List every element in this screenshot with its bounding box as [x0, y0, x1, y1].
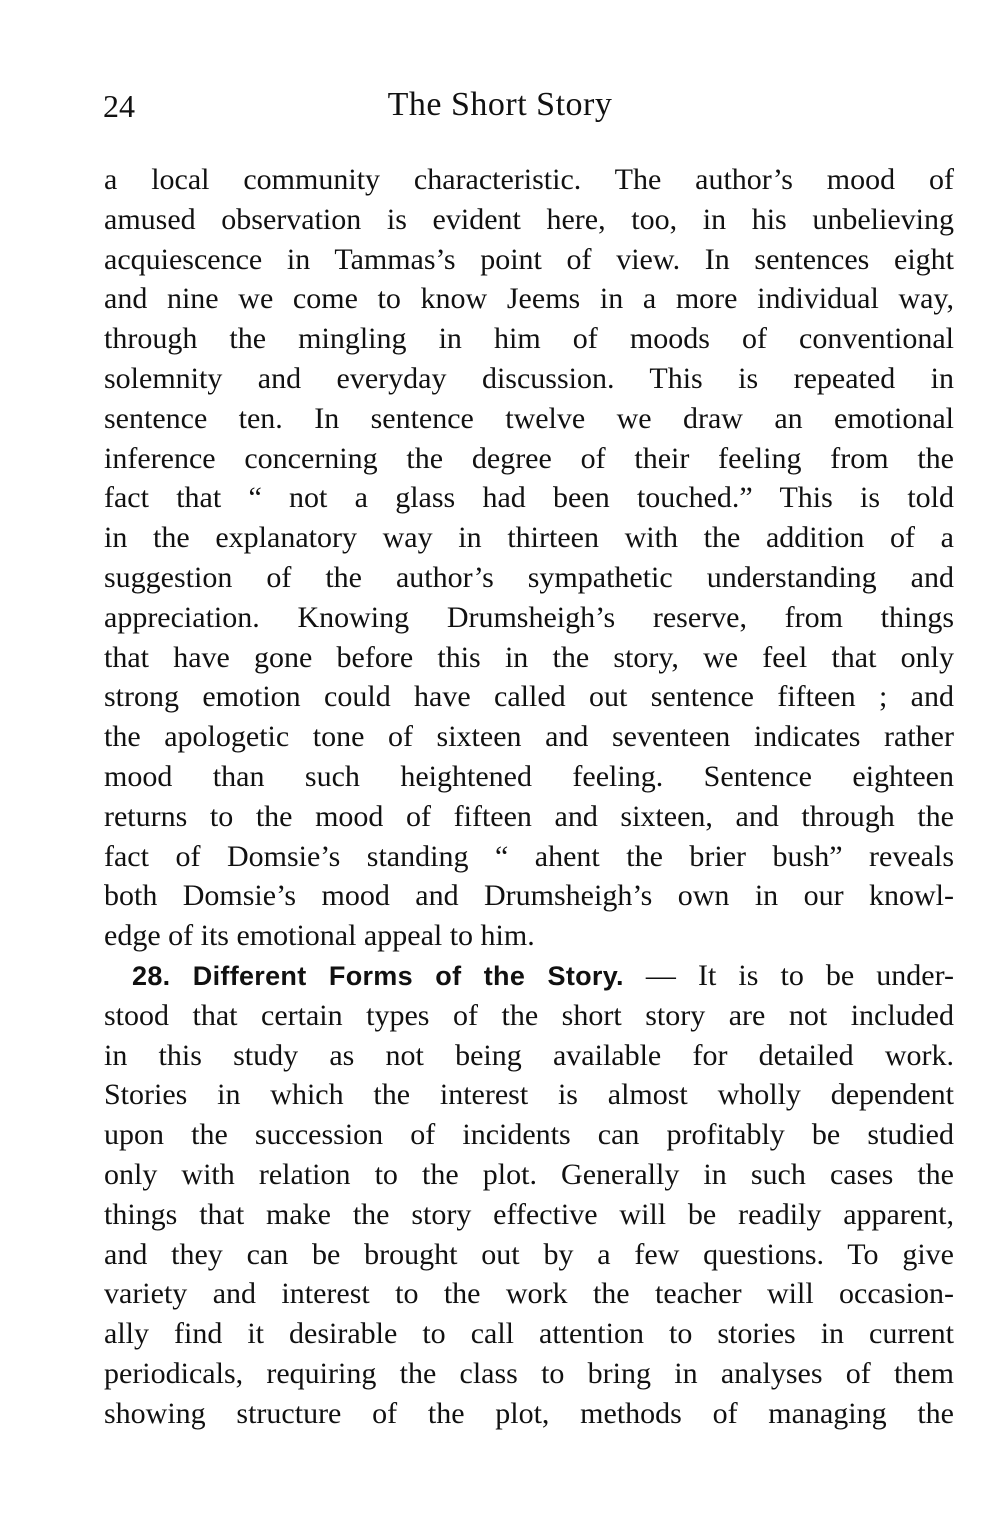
text-line: solemnity and everyday discussion. This is repeated in — [104, 361, 954, 395]
text-line: amused observation is evident here, too, in his unbelieving — [104, 202, 954, 236]
text-line: fact of Domsie’s standing “ ahent the brier bush” reveals — [104, 839, 954, 873]
paragraph — [104, 160, 954, 956]
text-line: in the explanatory way in thirteen with the addition of a — [104, 521, 954, 555]
text-line: edge of its emotional appeal to him. — [104, 919, 535, 953]
text-line: in this study as not being available for detailed work. — [104, 1038, 954, 1072]
text-line: returns to the mood of fifteen and sixteen, and through the — [104, 799, 954, 833]
body-text — [104, 160, 954, 1434]
text-line: only with relation to the plot. Generally in such cases the — [104, 1157, 954, 1191]
text-line: showing structure of the plot, methods of managing the — [104, 1396, 954, 1430]
text-line: stood that certain types of the short story are not included — [104, 998, 954, 1032]
text-line: both Domsie’s mood and Drumsheigh’s own in our knowl- — [104, 879, 954, 913]
text-line: the apologetic tone of sixteen and seventeen indicates rather — [104, 720, 954, 754]
text-line: periodicals, requiring the class to bring in analyses of them — [104, 1356, 954, 1390]
section-heading: 28. Different Forms of the Story. — [132, 960, 624, 991]
text-line: and they can be brought out by a few questions. To give — [104, 1237, 954, 1271]
text-line: sentence ten. In sentence twelve we draw an emotional — [104, 401, 954, 435]
page-number: 24 — [103, 88, 135, 124]
page-header — [0, 86, 1000, 130]
text-line: upon the succession of incidents can profitably be studied — [104, 1118, 954, 1152]
section-first-line — [104, 956, 954, 996]
text-line: a local community characteristic. The author’s mood of — [104, 163, 954, 196]
text-line: acquiescence in Tammas’s point of view. In sentences eight — [104, 242, 954, 276]
text-line: inference concerning the degree of their feeling from the — [104, 441, 954, 475]
text-line: and nine we come to know Jeems in a more individual way, — [104, 282, 954, 316]
text-line: that have gone before this in the story, we feel that only — [104, 640, 954, 674]
text-line: fact that “ not a glass had been touched.” This is told — [104, 481, 954, 515]
text-line: things that make the story effective will be readily apparent, — [104, 1197, 954, 1231]
text-line: variety and interest to the work the teacher will occasion- — [104, 1277, 954, 1311]
running-title: The Short Story — [387, 86, 613, 123]
text-line: suggestion of the author’s sympathetic understanding and — [104, 560, 954, 594]
section-lead-text: — It is to be under- — [645, 958, 954, 992]
text-line: ally find it desirable to call attention to stories in current — [104, 1317, 954, 1351]
text-line: Stories in which the interest is almost wholly dependent — [104, 1078, 954, 1112]
text-line: appreciation. Knowing Drumsheigh’s reserve, from things — [104, 600, 954, 634]
text-line: through the mingling in him of moods of conventional — [104, 322, 954, 356]
section-28 — [104, 956, 954, 1434]
text-line: strong emotion could have called out sentence fifteen ; and — [104, 680, 954, 714]
text-line: mood than such heightened feeling. Sentence eighteen — [104, 759, 954, 793]
